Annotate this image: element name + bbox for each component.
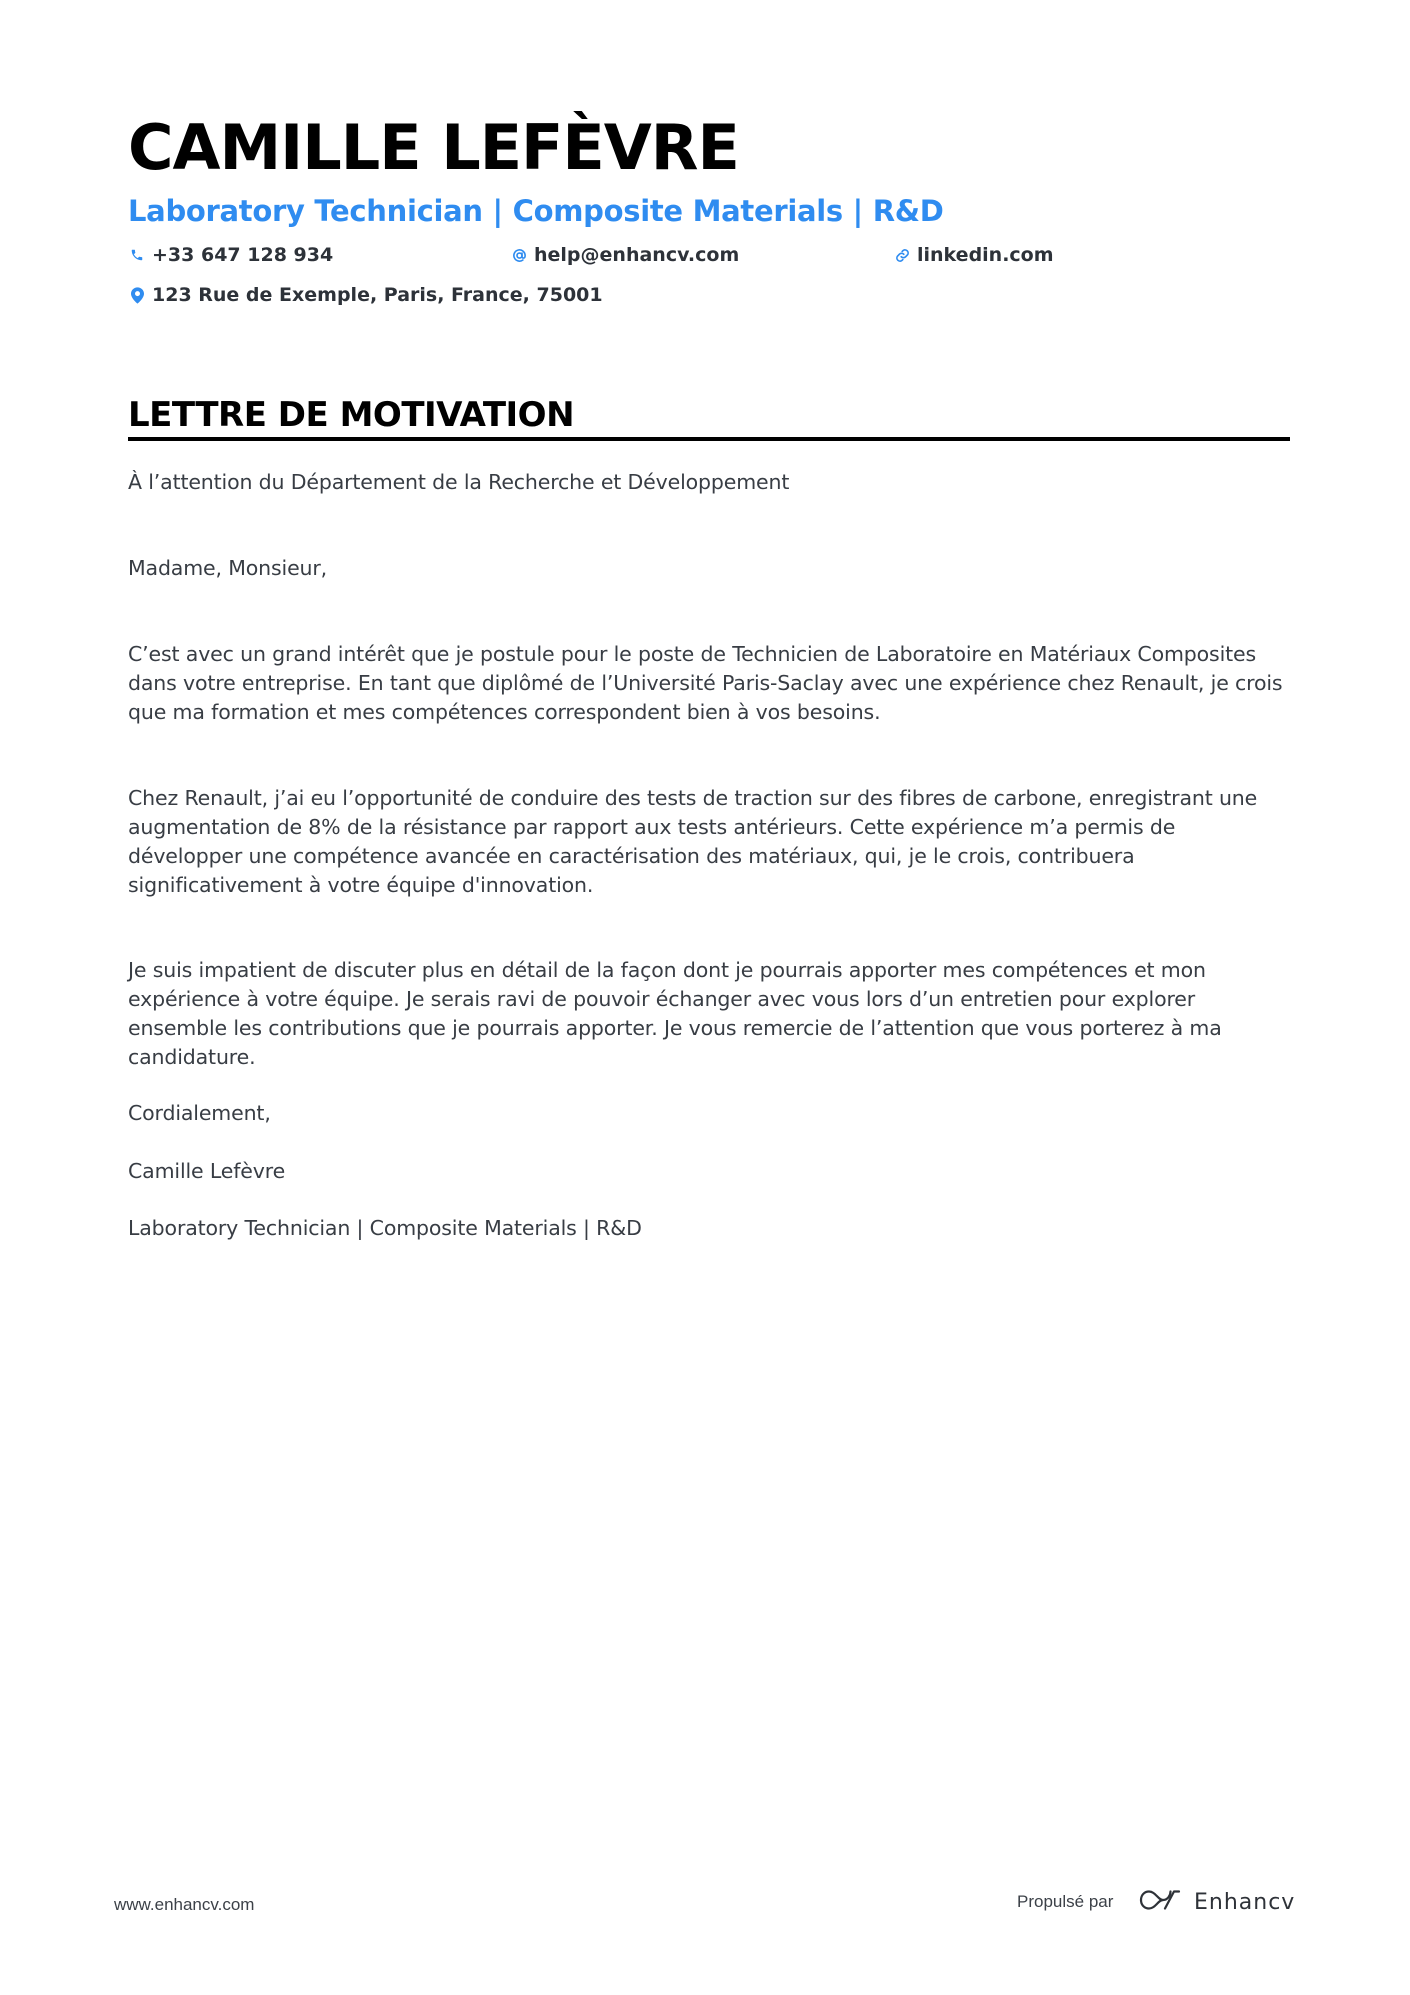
candidate-headline: Laboratory Technician | Composite Materials | R&D <box>128 194 944 228</box>
letter-paragraph: C’est avec un grand intérêt que je postule pour le poste de Technicien de Laboratoire en Matériaux Composites dans votre entreprise. En tant que diplômé de l’Université Paris-Saclay avec une expérience chez Renault, je crois que ma formation et mes compétences correspondent bien à vos besoins. <box>128 642 1283 724</box>
contact-linkedin-text: linkedin.com <box>917 244 1054 266</box>
footer-brand-name: Enhancv <box>1194 1889 1296 1915</box>
section-divider <box>128 437 1290 441</box>
letter-salutation: Madame, Monsieur, <box>128 556 328 580</box>
letter-signature-name: Camille Lefèvre <box>128 1159 286 1183</box>
contact-phone-text: +33 647 128 934 <box>152 244 334 266</box>
letter-closing: Cordialement, <box>128 1101 271 1125</box>
footer-brand-link[interactable] <box>1138 1886 1295 1918</box>
candidate-name: CAMILLE LEFÈVRE <box>128 111 739 184</box>
map-pin-icon <box>128 285 146 305</box>
contact-location-text: 123 Rue de Exemple, Paris, France, 75001 <box>152 284 603 306</box>
footer-url-link[interactable]: www.enhancv.com <box>114 1895 255 1914</box>
letter-signature-title: Laboratory Technician | Composite Materials | R&D <box>128 1216 642 1240</box>
letter-attention: À l’attention du Département de la Recherche et Développement <box>128 470 790 494</box>
footer-powered-by: Propulsé par <box>1017 1892 1114 1911</box>
contact-phone[interactable] <box>128 242 333 268</box>
contact-email[interactable] <box>510 242 739 268</box>
phone-icon <box>128 245 146 265</box>
contact-email-text: help@enhancv.com <box>534 244 740 266</box>
contact-location <box>128 282 603 308</box>
letter-paragraph: Je suis impatient de discuter plus en détail de la façon dont je pourrais apporter mes compétences et mon expérience à votre équipe. Je serais ravi de pouvoir échanger avec vous lors d’un entretien pour explorer ensemble les contributions que je pourrais apporter. Je vous remercie de l’attention que vous porterez à ma candidature. <box>128 958 1222 1069</box>
contact-linkedin[interactable] <box>893 242 1054 268</box>
section-title: LETTRE DE MOTIVATION <box>128 395 575 435</box>
link-icon <box>893 245 911 265</box>
letter-paragraph: Chez Renault, j’ai eu l’opportunité de conduire des tests de traction sur des fibres de carbone, enregistrant une augmentation de 8% de la résistance par rapport aux tests antérieurs. Cette expérience m’a permis de développer une compétence avancée en caractérisation des matériaux, qui, je le crois, contribuera significativement à votre équipe d'innovation. <box>128 786 1258 897</box>
at-icon <box>510 245 528 265</box>
enhancv-logo-icon <box>1138 1887 1184 1918</box>
